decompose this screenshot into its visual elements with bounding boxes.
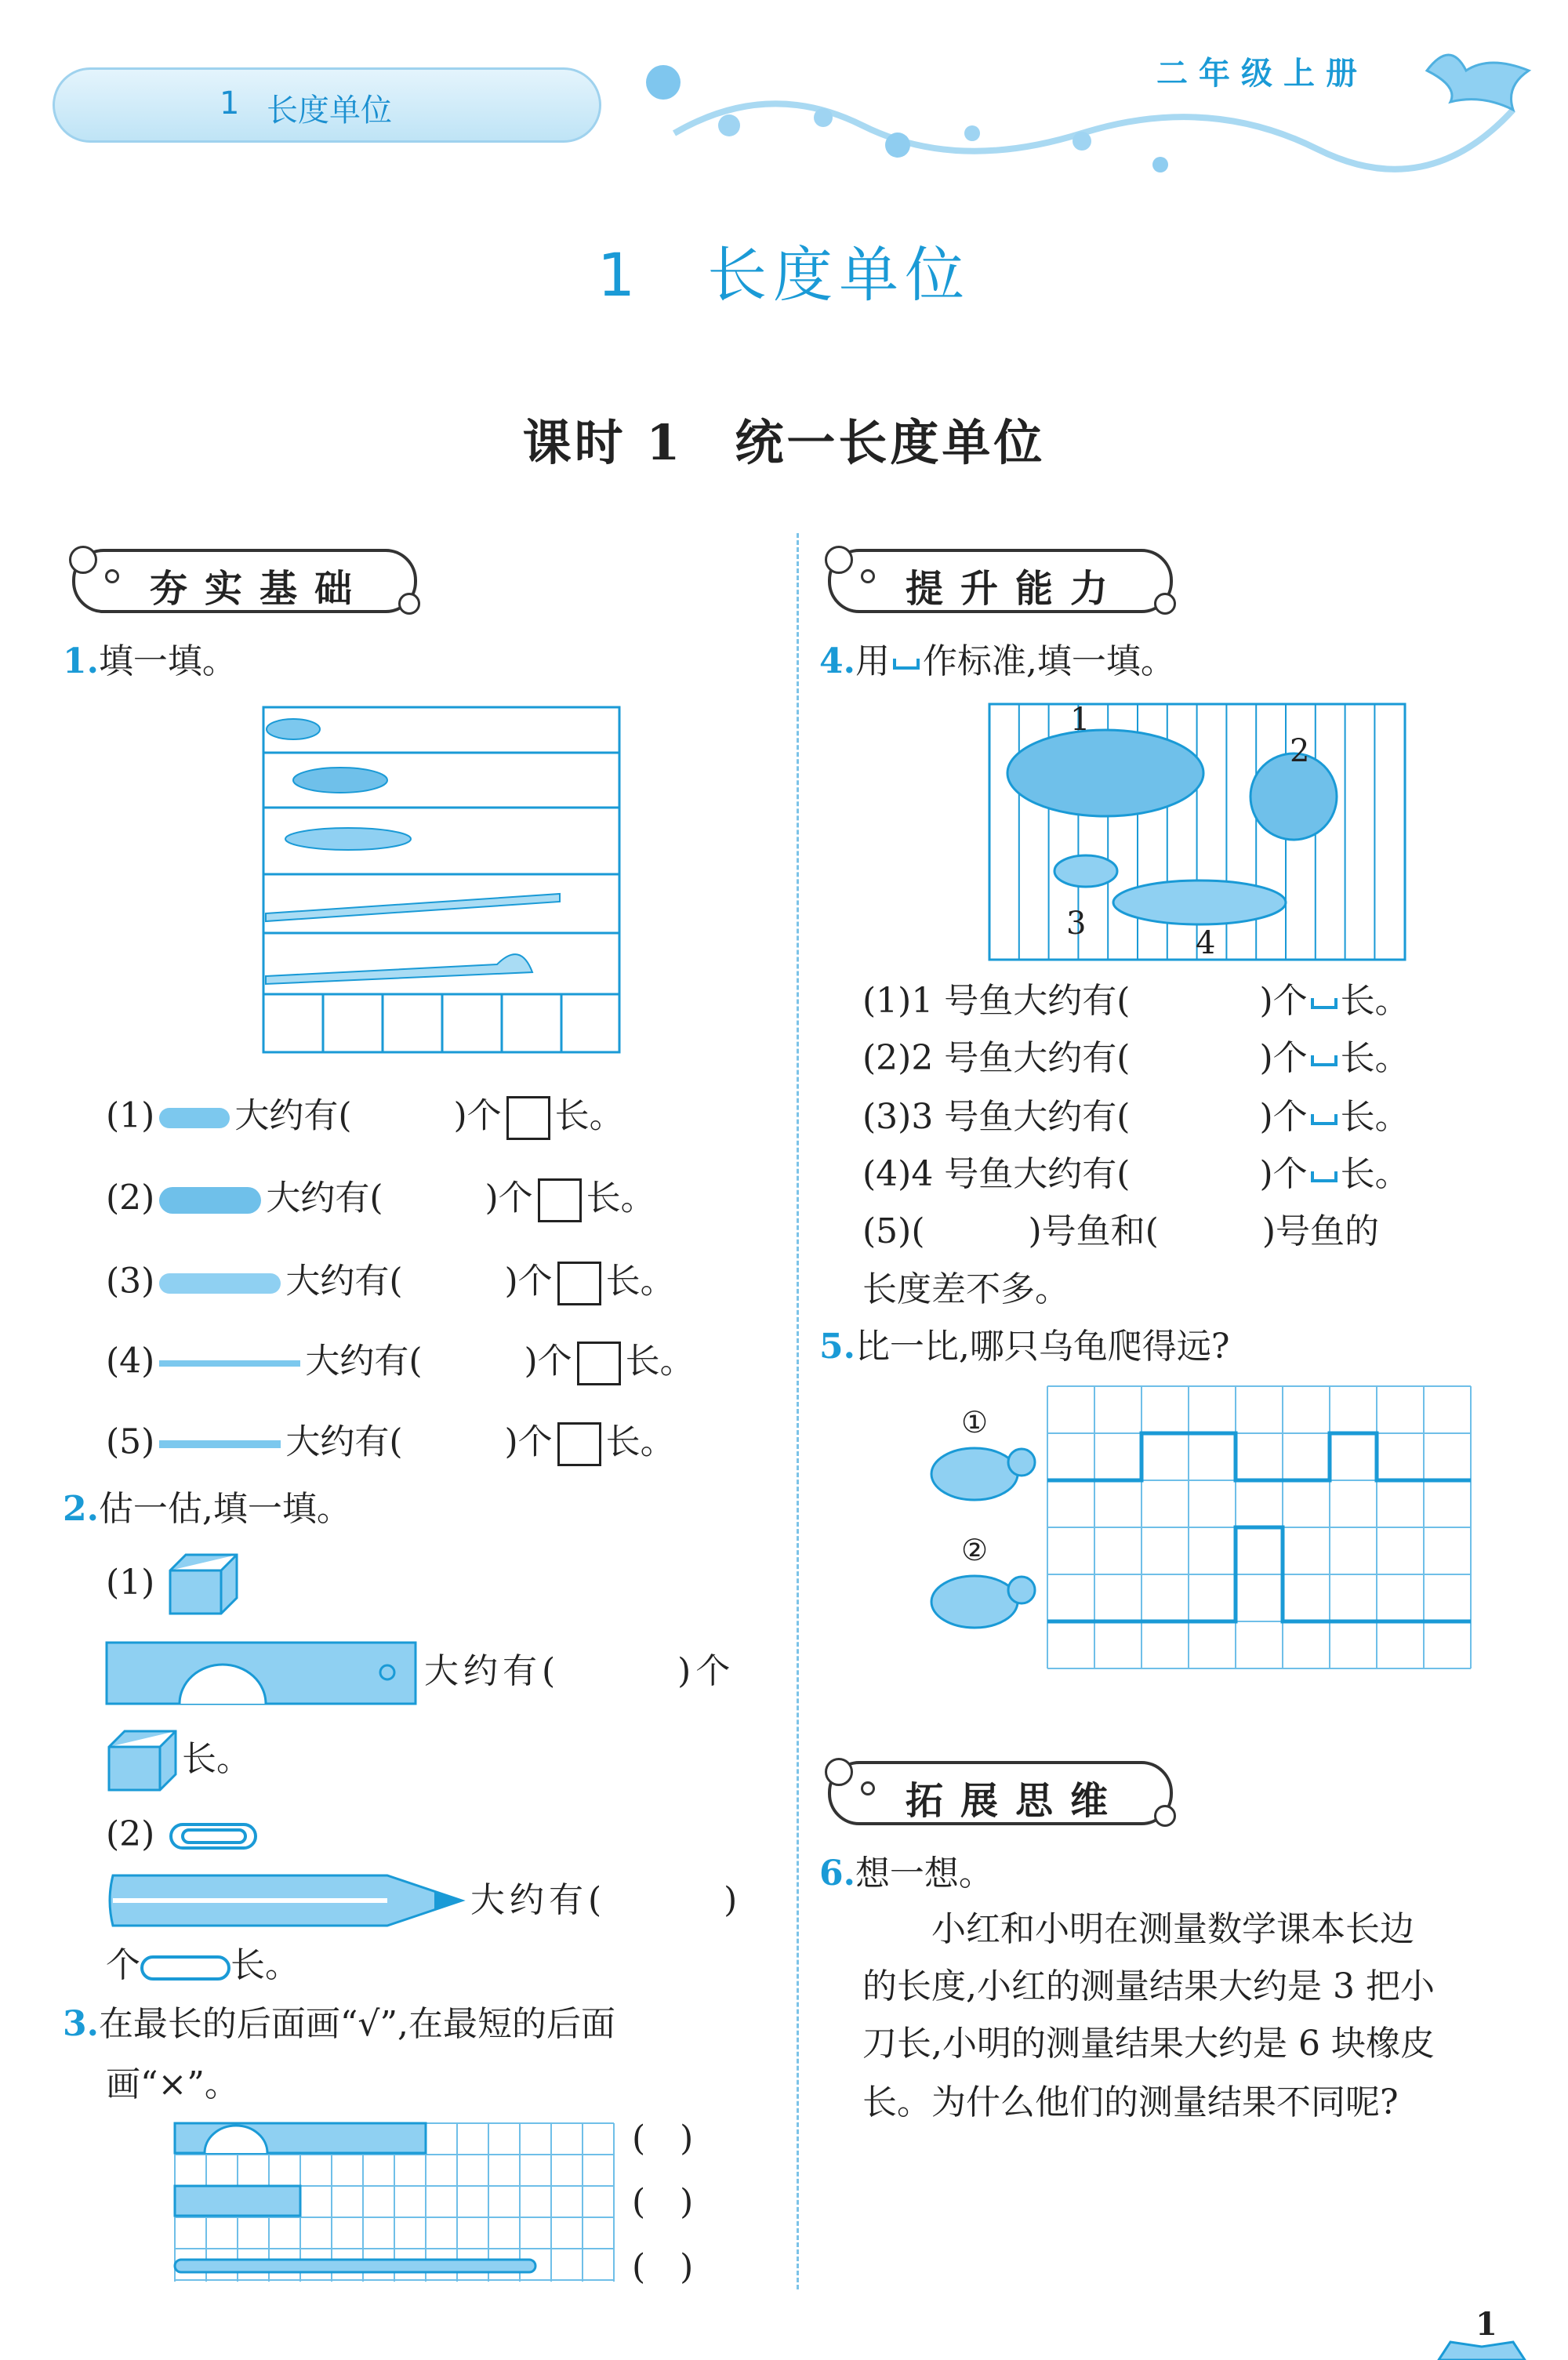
turtle-label: ①	[961, 1405, 989, 1440]
decorative-bubbles-icon	[612, 47, 1552, 172]
q3-line1: 3.在最长的后面画“√”,在最短的后面	[63, 2004, 615, 2044]
book-icon	[1435, 2340, 1529, 2360]
paperclip-icon	[140, 1955, 230, 1981]
answer-paren[interactable]: ( )	[632, 2182, 694, 2222]
unit-square	[577, 1342, 621, 1385]
chapter-title: 1 长度单位	[597, 240, 971, 310]
section-basic: 夯实基础	[72, 549, 417, 613]
q2-part2-tail: 个 长。	[106, 1945, 299, 1985]
fish-number-label: 1	[1070, 703, 1091, 738]
q3-line2: 画“×”。	[106, 2064, 239, 2104]
q4-item: (1)1 号鱼大约有( )个 长。	[862, 981, 1410, 1021]
turtle-1-path	[1047, 1433, 1471, 1480]
q4-item: (2)2 号鱼大约有( )个 长。	[862, 1038, 1410, 1078]
chapter-label: 长度单位	[267, 93, 392, 129]
q4-item: 长度差不多。	[862, 1269, 1069, 1309]
grade-label: 二年级上册	[1156, 56, 1368, 92]
column-divider	[797, 533, 799, 2289]
fish-1	[1007, 730, 1203, 816]
bird-icon	[1419, 39, 1537, 125]
q4-item: (5)( )号鱼和( )号鱼的	[862, 1211, 1379, 1251]
fish-4	[1113, 880, 1286, 924]
answer-paren[interactable]: ( )	[632, 2119, 694, 2158]
section-extend: 拓展思维	[828, 1761, 1173, 1825]
q4-prompt: 4.用 作标准,填一填。	[819, 641, 1175, 681]
q6-prompt: 6.想一想。	[819, 1854, 993, 1893]
q6-text-line: 小红和小明在测量数学课本长边	[862, 1909, 1414, 1949]
fish-number-label: 3	[1066, 906, 1087, 942]
q2-part1-label: (1)	[106, 1563, 155, 1603]
unit-square	[557, 1422, 601, 1466]
q2-part1-text: 大约有( )个	[424, 1651, 735, 1691]
q1-item: (1) 大约有( )个 长。	[106, 1096, 624, 1140]
q6-text-line: 长。为什么他们的测量结果不同呢?	[862, 2082, 1399, 2122]
pencil-icon	[105, 1872, 466, 1929]
answer-paren[interactable]: ( )	[632, 2247, 694, 2287]
carrot-icon	[159, 1187, 261, 1214]
page-number: 1	[1475, 2306, 1497, 2343]
q2-part2-label: (2)	[106, 1814, 155, 1854]
q1-item: (5) 大约有( )个 长。	[106, 1422, 675, 1466]
lesson-title: 课时 1 统一长度单位	[522, 414, 1046, 471]
turtle-label: ②	[961, 1533, 989, 1567]
pencil-icon	[175, 2260, 535, 2272]
q2-part2-text: 大约有( )	[470, 1880, 742, 1920]
turtle-icon	[924, 1435, 1041, 1505]
q1-item: (4) 大约有( )个 长。	[106, 1342, 695, 1385]
q2-part1-tail: 长。	[182, 1739, 251, 1779]
chapter-number: 1	[220, 85, 240, 122]
fish-number-label: 2	[1290, 733, 1310, 769]
cube-icon	[166, 1551, 241, 1618]
fish-measure-grid	[988, 703, 1406, 961]
q4-item: (4)4 号鱼大约有( )个 长。	[862, 1154, 1410, 1194]
q1-item: (2) 大约有( )个 长。	[106, 1178, 655, 1222]
unit-square	[557, 1262, 601, 1305]
unit-square	[506, 1096, 550, 1140]
eraser-icon	[175, 2186, 300, 2216]
peanut-icon	[159, 1108, 230, 1128]
unit-square	[538, 1178, 582, 1222]
q4-item: (3)3 号鱼大约有( )个 长。	[862, 1097, 1410, 1137]
celery-icon	[159, 1440, 281, 1448]
q1-item: (3) 大约有( )个 长。	[106, 1262, 675, 1305]
section-improve: 提升能力	[828, 549, 1173, 613]
cube-icon	[105, 1727, 180, 1794]
turtle-icon	[924, 1563, 1041, 1633]
unit-mark-icon	[893, 659, 920, 670]
q3-measure-grid	[173, 2122, 617, 2283]
chapter-tab	[53, 67, 601, 143]
corn-icon	[159, 1273, 281, 1294]
fish-number-label: 4	[1196, 925, 1216, 961]
q5-prompt: 5.比一比,哪只乌龟爬得远?	[819, 1327, 1230, 1367]
q6-text-line: 的长度,小红的测量结果大约是 3 把小	[862, 1966, 1435, 2006]
vegetable-measure-chart	[262, 706, 622, 1055]
turtle-path-grid	[1045, 1384, 1473, 1669]
q1-prompt: 1.填一填。	[63, 641, 237, 681]
q2-prompt: 2.估一估,填一填。	[63, 1489, 351, 1529]
fish-3	[1054, 855, 1117, 887]
q6-text-line: 刀长,小明的测量结果大约是 6 块橡皮	[862, 2024, 1435, 2064]
paperclip-icon	[169, 1821, 259, 1852]
scallion-icon	[159, 1360, 300, 1367]
ruler-icon	[105, 1641, 419, 1705]
